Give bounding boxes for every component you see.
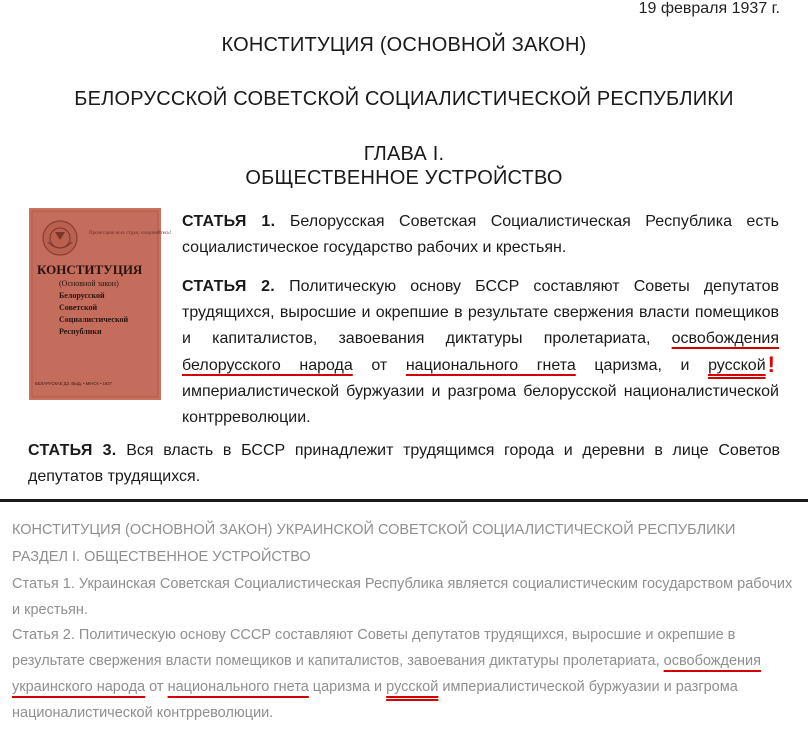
emblem-icon: [43, 221, 77, 255]
chapter-number: ГЛАВА I.: [363, 143, 445, 165]
exclamation-mark: !: [767, 352, 775, 377]
article-2-text-3: царизма, и: [594, 357, 690, 374]
article-2-text-1: Политическую основу БССР составляют Советы депутатов трудящихся, выросшие и окрепшие в результате свержения власти помещиков и капиталистов, завоевания диктатуры пролетариата,: [182, 278, 779, 347]
highlight-national-oppression: национального гнета: [405, 357, 576, 374]
ukraine-article-2-text-1: Статья 2. Политическую основу СССР составляют Советы депутатов трудящихся, выросшие и окрепшие в результате свержения власти помещиков и капиталистов, завоевания диктатуры пролетариата,: [12, 627, 736, 669]
article-1-label: СТАТЬЯ 1.: [182, 213, 276, 230]
ukraine-article-2-text-2: от: [149, 679, 164, 695]
ukraine-highlight-russian: русской: [386, 679, 439, 695]
cover-line3: Белорусской: [59, 291, 105, 300]
cover-motto: Пролетарии всех стран, соединяйтесь!: [89, 231, 172, 236]
cover-title: КОНСТИТУЦИЯ: [37, 262, 143, 277]
article-2: [182, 274, 779, 431]
ukraine-article-2-text-3: царизма и: [312, 679, 383, 695]
article-2-text-2: от: [371, 357, 388, 374]
ukraine-article-1: Статья 1. Украинская Советская Социалистическая Республика является социалистическим государством рабочих и крестьян.: [12, 576, 793, 618]
article-2-label: СТАТЬЯ 2.: [182, 278, 276, 295]
highlight-liberation: освобождения белорусского народа: [182, 330, 779, 374]
constitution-book-cover: [29, 208, 172, 400]
ukraine-article-2-text-4: империалистической буржуазии и разгрома националистической контрреволюции.: [12, 679, 738, 721]
cover-line6: Республики: [59, 327, 102, 336]
chapter-title: ОБЩЕСТВЕННОЕ УСТРОЙСТВО: [245, 167, 563, 189]
cover-line5: Социалистической: [59, 315, 129, 324]
ukraine-section: РАЗДЕЛ I. ОБЩЕСТВЕННОЕ УСТРОЙСТВО: [12, 549, 311, 565]
page-title: КОНСТИТУЦИЯ (ОСНОВНОЙ ЗАКОН): [221, 34, 587, 56]
ukraine-highlight-liberation: освобождения украинского народа: [12, 653, 761, 695]
ukraine-article-2: [12, 622, 802, 726]
cover-line2: (Основной закон): [59, 279, 119, 288]
ukraine-highlight-national-oppression: национального гнета: [167, 679, 309, 695]
cover-line4: Советской: [59, 303, 98, 312]
document-date: 19 февраля 1937 г.: [638, 0, 780, 17]
article-1: [182, 209, 779, 261]
article-2-text-4: империалистической буржуазии и разгрома белорусской националистической контрреволюции.: [182, 383, 779, 426]
chapter-heading: [0, 142, 808, 190]
section-divider: [0, 499, 808, 502]
article-1-text: Белорусская Советская Социалистическая Республика есть социалистическое государство рабочих и крестьян.: [182, 213, 779, 256]
article-3: [28, 438, 780, 490]
highlight-russian: русской: [708, 357, 766, 374]
page-subtitle: БЕЛОРУССКОЙ СОВЕТСКОЙ СОЦИАЛИСТИЧЕСКОЙ РЕСПУБЛИКИ: [74, 88, 734, 110]
ukraine-title: КОНСТИТУЦИЯ (ОСНОВНОЙ ЗАКОН) УКРАИНСКОЙ СОВЕТСКОЙ СОЦИАЛИСТИЧЕСКОЙ РЕСПУБЛИКИ: [12, 522, 736, 538]
article-3-text: Вся власть в БССР принадлежит трудящимся города и деревни в лице Советов депутатов трудящихся.: [28, 442, 781, 485]
article-3-label: СТАТЬЯ 3.: [28, 442, 117, 459]
cover-footer: БЕЛАРУСКАЕ ДЗ. ВЫД. • МІНСК • 1937: [35, 381, 112, 386]
